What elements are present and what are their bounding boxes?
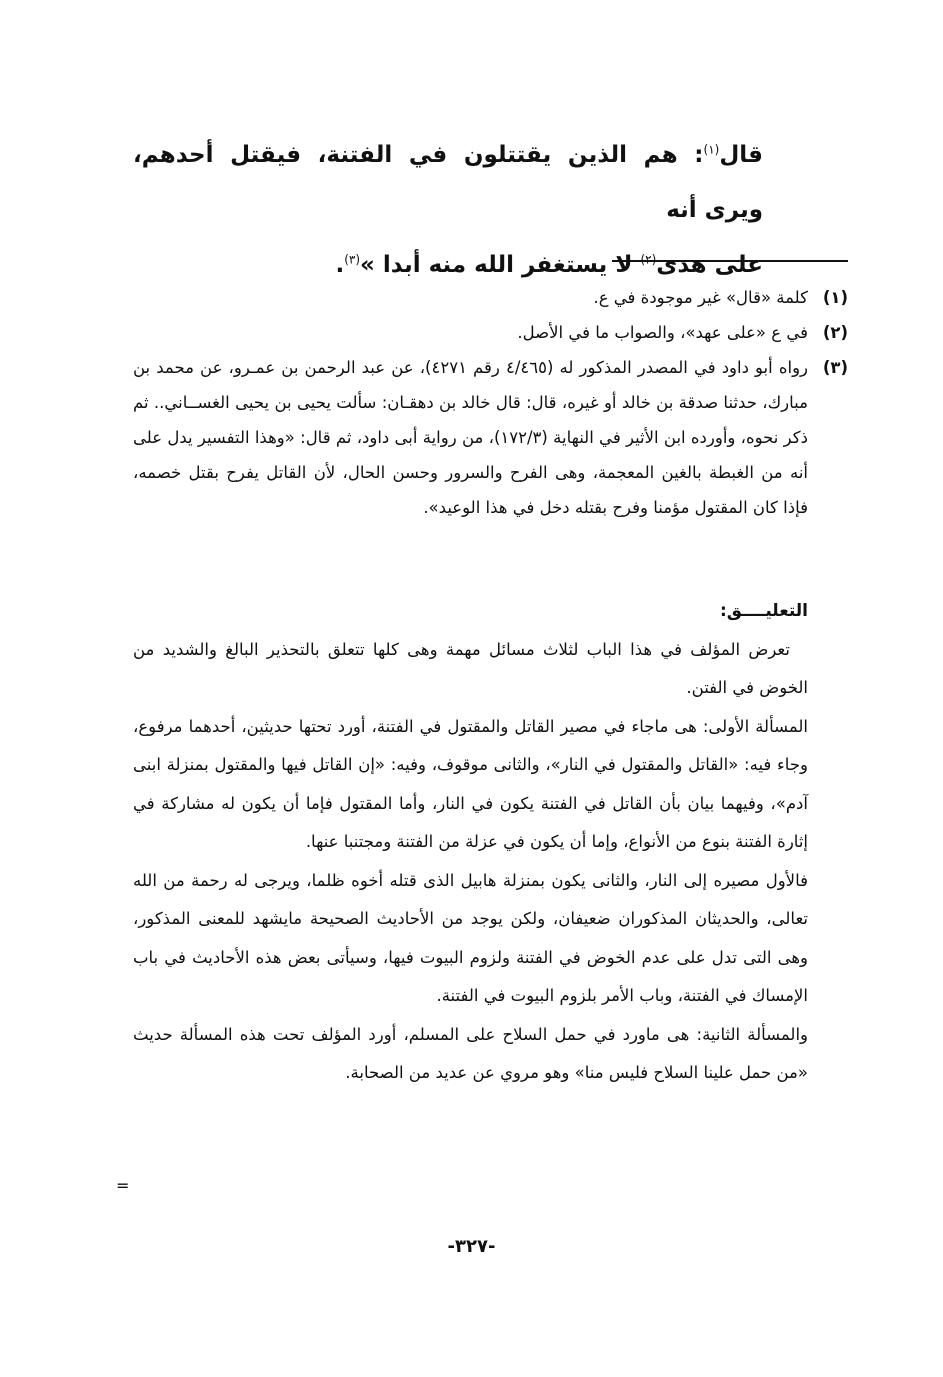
main-text-line-1 [133, 128, 763, 238]
footnote-ref-3: (٣) [344, 252, 361, 267]
footnotes [133, 280, 848, 525]
footnote-separator [612, 260, 848, 262]
footnote-ref-2: (٢) [640, 252, 657, 267]
commentary-paragraph: والمسألة الثانية: هى ماورد في حمل السلاح على المسلم، أورد المؤلف تحت هذه المسألة حديث «من حمل علينا السلاح فليس منا» وهو مروي عن عديد من الصحابة. [133, 1024, 808, 1082]
commentary-paragraph: فالأول مصيره إلى النار، والثانى يكون بمنزلة هابيل الذى قتله أخوه ظلما، ويرجى له رحمة من الله تعالى، والحديثان المذكوران ضعيفان، ولكن يوجد من الأحاديث الصحيحة مايشهد للمعنى المذكور، وهى التى تدل على عدم الخوض في الفتنة ولزوم البيوت فيها، وسيأتى بعض هذه الأحاديث في باب الإمساك في الفتنة، وباب الأمر بلزوم البيوت في الفتنة. [133, 870, 808, 1005]
footnote-text: رواه أبو داود في المصدر المذكور له (٤/٤٦٥ رقم ٤٢٧١)، عن عبد الرحمن بن عمـرو، عن محمد بن مبارك، حدثنا صدقة بن خالد أو غيره، قال: قال خالد بن دهقـان: سألت يحيى بن يحيى الغســاني.. ثم ذكر نحوه، وأورده ابن الأثير في النهاية (١٧٢/٣)، من رواية أبى داود، ثم قال: «وهذا التفسير يدل على أنه من الغبطة بالغين المعجمة، وهى الفرح والسرور وحسن الحال، لأن القاتل يفرح بقتل خصمه، فإذا كان المقتول مؤمنا وفرح بقتله دخل في هذا الوعيد». [133, 358, 809, 517]
main-text-segment: لا يستغفر الله منه أبدا » [360, 252, 641, 278]
page-number: -٣٢٧- [447, 1236, 496, 1257]
footnote-1 [133, 280, 848, 315]
footnote-number: (٣) [822, 358, 848, 377]
footnote-number: (١) [822, 288, 848, 307]
main-text-segment: . [335, 252, 345, 278]
main-text-segment: على هدى [656, 252, 763, 278]
footnote-text: في ع «على عهد»، والصواب ما في الأصل. [517, 323, 808, 342]
main-text-segment: قال [719, 142, 763, 168]
continuation-mark: = [116, 1176, 130, 1195]
commentary-paragraph: المسألة الأولى: هى ماجاء في مصير القاتل والمقتول في الفتنة، أورد تحتها حديثين، أحدهما مرفوع، وجاء فيه: «القاتل والمقتول في النار»، والثانى موقوف، وفيه: «إن القاتل فيها والمقتول بمنزلة ابنى آدم»، وفيهما بيان بأن القاتل في الفتنة يكون في النار، وأما المقتول فإما أن يكون له مشاركة في إثارة الفتنة بنوع من الأنواع، وإما أن يكون في عزلة من الفتنة ومجتنبا عنها. [133, 716, 808, 851]
commentary-heading: التعليــــق: [720, 601, 808, 621]
main-text-segment: : هم الذين يقتتلون في الفتنة، فيقتل أحدهم، ويرى أنه [133, 142, 763, 223]
footnote-2 [133, 315, 848, 350]
main-text [133, 128, 763, 293]
footnote-number: (٢) [822, 323, 848, 342]
footnote-text: كلمة «قال» غير موجودة في ع. [593, 288, 808, 307]
footnote-3 [133, 350, 848, 525]
footnote-ref-1: (١) [703, 142, 720, 157]
commentary [133, 592, 808, 1093]
commentary-paragraph: تعرض المؤلف في هذا الباب لثلاث مسائل مهمة وهى كلها تتعلق بالتحذير البالغ والشديد من الخوض في الفتن. [133, 639, 808, 697]
